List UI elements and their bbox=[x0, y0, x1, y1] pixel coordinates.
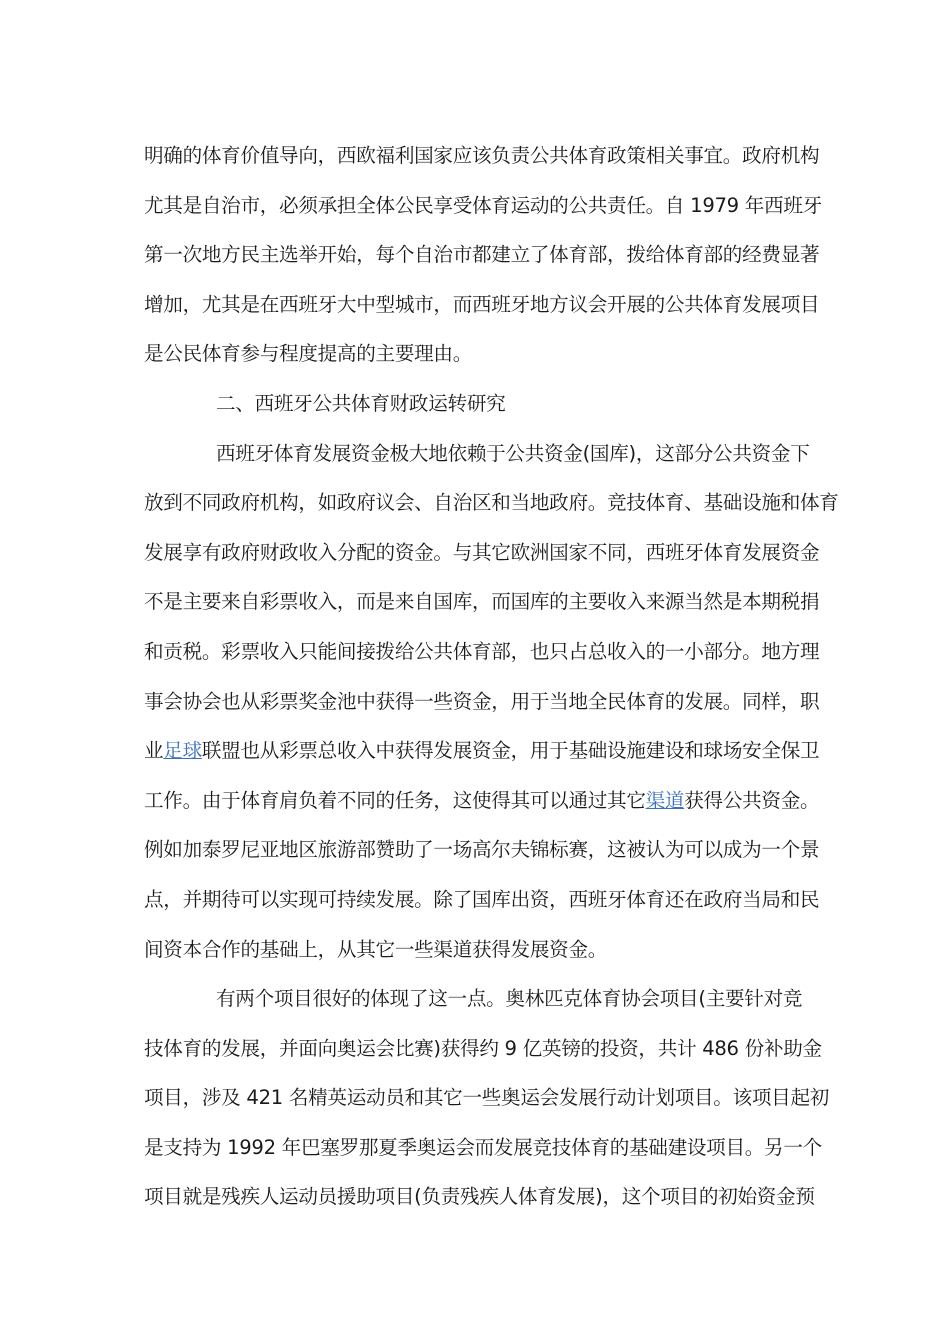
text-line: 和贡税。彩票收入只能间接拨给公共体育部，也只占总收入的一小部分。地方理 bbox=[144, 639, 820, 663]
text-line: 点，并期待可以实现可持续发展。除了国库出资，西班牙体育还在政府当局和民 bbox=[144, 887, 820, 911]
text-line: 是公民体育参与程度提高的主要理由。 bbox=[144, 342, 472, 366]
text-line-with-link bbox=[144, 726, 820, 776]
text-line: 西班牙体育发展资金极大地依赖于公共资金(国库)，这部分公共资金下 bbox=[216, 441, 810, 465]
text-line: 第一次地方民主选举开始，每个自治市都建立了体育部，拨给体育部的经费显著 bbox=[144, 243, 820, 267]
text-line: 增加，尤其是在西班牙大中型城市，而西班牙地方议会开展的公共体育发展项目 bbox=[144, 292, 820, 316]
text-line: 事会协会也从彩票奖金池中获得一些资金，用于当地全民体育的发展。同样，职 bbox=[144, 689, 820, 713]
section-heading: 二、西班牙公共体育财政运转研究 bbox=[216, 391, 506, 415]
text-line: 明确的体育价值导向，西欧福利国家应该负责公共体育政策相关事宜。政府机构 bbox=[144, 144, 820, 167]
paragraph-3 bbox=[144, 974, 830, 1222]
text-segment: 联盟也从彩票总收入中获得发展资金，用于基础设施建设和球场安全保卫 bbox=[201, 739, 820, 763]
text-line: 项目，涉及 421 名精英运动员和其它一些奥运会发展行动计划项目。该项目起初 bbox=[144, 1086, 830, 1110]
text-segment: 工作。由于体育肩负着不同的任务，这使得其可以通过其它 bbox=[144, 788, 646, 812]
text-line: 例如加泰罗尼亚地区旅游部赞助了一场高尔夫锦标赛，这被认为可以成为一个景 bbox=[144, 838, 820, 862]
document-page bbox=[144, 131, 839, 1222]
text-line: 尤其是自治市，必须承担全体公民享受体育运动的公共责任。自 1979 年西班牙 bbox=[144, 193, 822, 217]
text-line: 放到不同政府机构，如政府议会、自治区和当地政府。竞技体育、基础设施和体育 bbox=[144, 491, 839, 515]
text-segment: 获得公共资金。 bbox=[684, 788, 820, 812]
channel-link[interactable]: 渠道 bbox=[645, 788, 685, 812]
text-line: 间资本合作的基础上，从其它一些渠道获得发展资金。 bbox=[144, 937, 608, 961]
text-line: 项目就是残疾人运动员援助项目(负责残疾人体育发展)，这个项目的初始资金预 bbox=[144, 1185, 815, 1209]
text-line-with-link bbox=[144, 776, 820, 826]
paragraph-2 bbox=[144, 429, 839, 975]
text-line: 有两个项目很好的体现了这一点。奥林匹克体育协会项目(主要针对竞 bbox=[216, 987, 803, 1011]
text-line: 是支持为 1992 年巴塞罗那夏季奥运会而发展竞技体育的基础建设项目。另一个 bbox=[144, 1135, 822, 1159]
text-segment: 业 bbox=[144, 739, 164, 763]
football-link[interactable]: 足球 bbox=[163, 739, 202, 763]
text-line: 不是主要来自彩票收入，而是来自国库，而国库的主要收入来源当然是本期税捐 bbox=[144, 590, 820, 614]
text-line: 发展享有政府财政收入分配的资金。与其它欧洲国家不同，西班牙体育发展资金 bbox=[144, 540, 820, 564]
text-line: 技体育的发展，并面向奥运会比赛)获得约 9 亿英镑的投资，共计 486 份补助金 bbox=[144, 1036, 822, 1060]
paragraph-1 bbox=[144, 131, 822, 379]
